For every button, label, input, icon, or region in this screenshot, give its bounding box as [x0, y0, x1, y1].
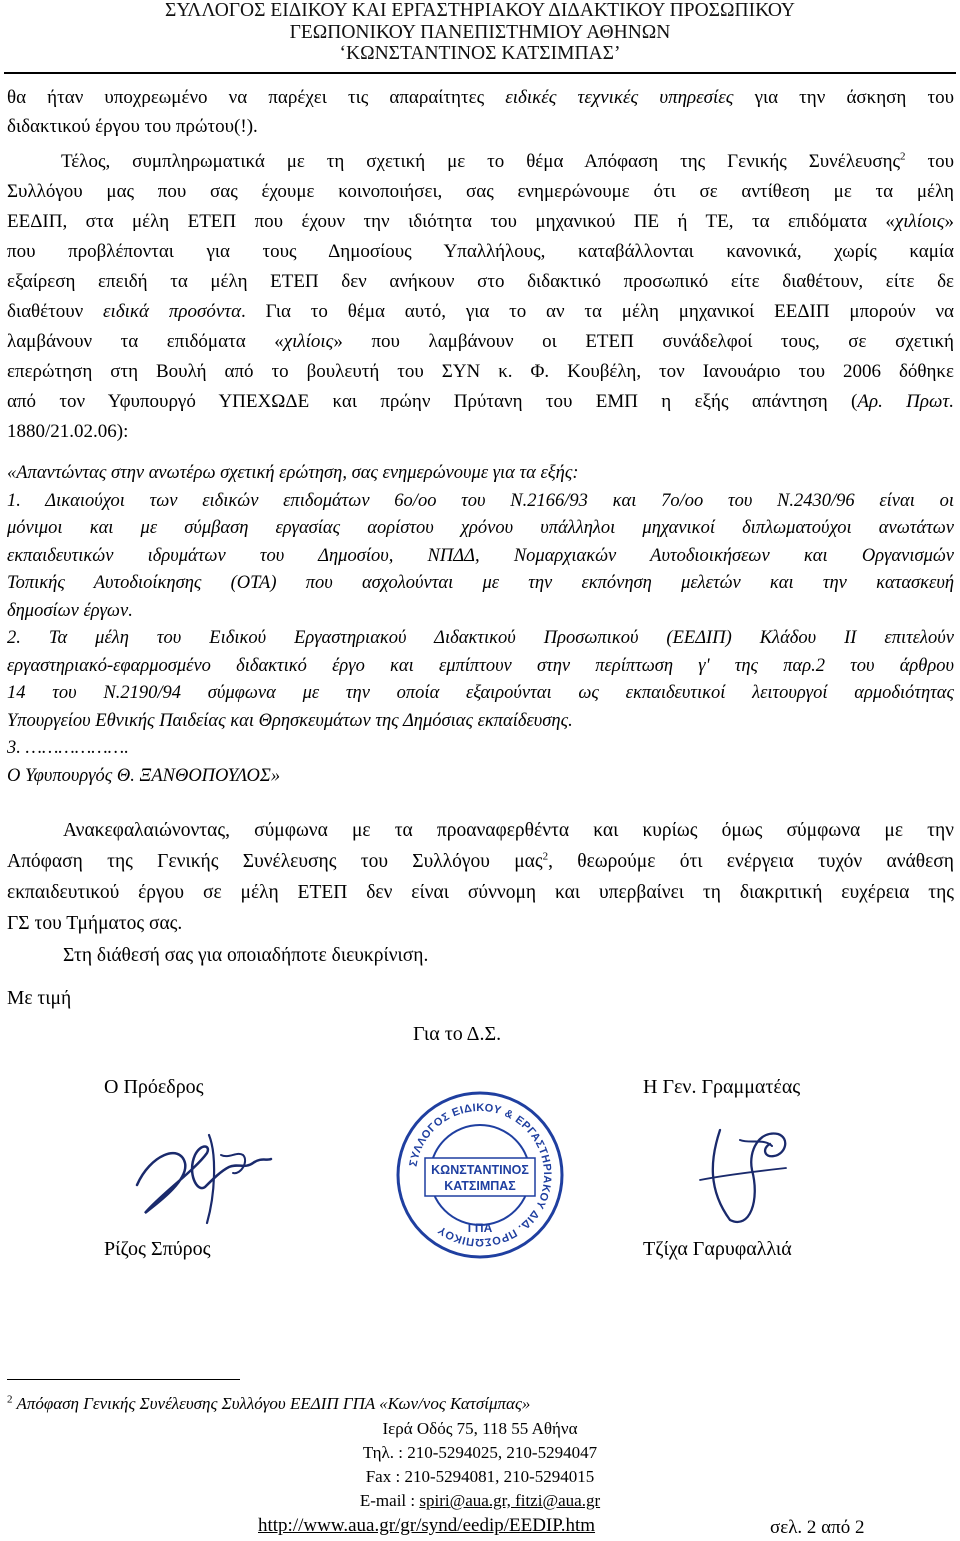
svg-text:ΚΩΝΣΤΑΝΤΙΝΟΣ: ΚΩΝΣΤΑΝΤΙΝΟΣ	[431, 1163, 529, 1177]
quote-line: 2. Τα μέλη του Ειδικού Εργαστηριακού Διδακτικού Προσωπικού (ΕΕΔΙΠ) Κλάδου ΙΙ επιτελούν	[7, 628, 954, 648]
quoted-answer	[7, 460, 954, 790]
footer-fax: Fax : 210-5294081, 210-5294015	[365, 1467, 595, 1486]
text-line: Τέλος, συμπληρωματικά με τη σχετική με το θέμα Απόφαση της Γενικής Συνέλευσης$^2$ του	[61, 150, 954, 172]
secretary-name: Τζίχα Γαρυφαλλιά	[643, 1238, 792, 1260]
footer-email: E-mail : spiri@aua.gr, fitzi@aua.gr	[359, 1491, 601, 1510]
text-line: Ανακεφαλαιώνοντας, σύμφωνα με τα προαναφερθέντα και κυρίως όμως σύμφωνα με την	[63, 820, 954, 841]
text-line: διαθέτουν ειδικά προσόντα. Για το θέμα αυτό, για το αν τα μέλη μηχανικοί ΕΕΔΙΠ μπορούν να	[7, 301, 955, 322]
quote-line: εκπαιδευτικών ιδρυμάτων του Δημοσίου, ΝΠΔΔ, Νομαρχιακών Αυτοδιοικήσεων και Οργανισμών	[7, 545, 954, 566]
text-line: που προβλέπονται για τους Δημοσίους Υπαλλήλους, καταβάλλονται κανονικά, χωρίς καμία	[7, 241, 954, 262]
text-line: εκπαιδευτικού έργου σε μέλη ΕΤΕΠ δεν είναι σύννομη και υπερβαίνει τη διακριτική ευχέρεια της	[7, 882, 954, 903]
quote-line: Τοπικής Αυτοδιοίκησης (ΟΤΑ) που ασχολούνται με την εκπόνηση μελετών και την κατασκευή	[7, 573, 954, 593]
text-line: Συλλόγου μας που σας έχουμε κοινοποιήσει, σας ενημερώνουμε ότι σε αντίθεση με τα μέλη	[7, 181, 954, 202]
president-signature	[125, 1115, 275, 1230]
paragraph-1	[7, 83, 954, 141]
quote-line: 14 του Ν.2190/94 σύμφωνα με την οποία εξαιρούνται ως εκπαιδευτικοί λειτουργοί αρμοδιότητας	[7, 683, 954, 703]
text-line: 1880/21.02.06):	[7, 421, 129, 442]
footnote-divider	[7, 1379, 240, 1380]
quote-line: Ο Υφυπουργός Θ. ΞΑΝΘΟΠΟΥΛΟΣ»	[7, 765, 281, 786]
text-line: επερώτηση στη Βουλή από το βουλευτή του ΣΥΝ κ. Φ. Κουβέλη, τον Ιανουάριο του 2006 δόθηκε	[7, 361, 954, 382]
president-name: Ρίζος Σπύρος	[104, 1238, 211, 1260]
quote-line: εργαστηριακό-εφαρμοσμένο διδακτικό έργο και εμπίπτουν στην περίπτωση γ' της παρ.2 του άρθρου	[7, 655, 954, 676]
footnote: $^2$ Απόφαση Γενικής Συνέλευσης Συλλόγου ΕΕΔΙΠ ΓΠΑ «Κων/νος Κατσίμπας»	[7, 1393, 531, 1413]
quote-line: 1. Δικαιούχοι των ειδικών επιδομάτων 6ο/οο του Ν.2166/93 και 7ο/οο του Ν.2430/96 είναι οι	[7, 490, 954, 511]
paragraph-3	[7, 815, 954, 939]
letterhead-line-2: ΓΕΩΠΟΝΙΚΟΥ ΠΑΝΕΠΙΣΤΗΜΙΟΥ ΑΘΗΝΩΝ	[289, 21, 671, 43]
quote-line: Υπουργείου Εθνικής Παιδείας και Θρησκευμάτων της Δημόσιας εκπαίδευσης.	[7, 710, 573, 731]
header-divider	[4, 72, 956, 74]
letterhead	[0, 0, 960, 65]
email-links[interactable]: spiri@aua.gr, fitzi@aua.gr	[419, 1491, 601, 1510]
closing: Με τιμή	[7, 988, 72, 1009]
quote-line: «Απαντώντας στην ανωτέρω σχετική ερώτηση, σας ενημερώνουμε για τα εξής:	[7, 463, 579, 483]
text-line: εξαίρεση επειδή τα μέλη ΕΤΕΠ δεν ανήκουν στο διδακτικό προσωπικό είτε διαθέτουν, είτε δε	[7, 271, 954, 292]
footer-address: Ιερά Οδός 75, 118 55 Αθήνα	[382, 1419, 578, 1438]
text-line: Απόφαση της Γενικής Συνέλευσης του Συλλόγου μας$^2$, θεωρούμε ότι ενέργεια τυχόν ανάθεση	[7, 850, 955, 872]
paragraph-4: Στη διάθεσή σας για οποιαδήποτε διευκρίνιση.	[63, 945, 429, 966]
association-stamp	[395, 1090, 565, 1260]
text-line: ΕΕΔΙΠ, στα μέλη ΕΤΕΠ που έχουν την ιδιότητα του μηχανικού ΠΕ ή ΤΕ, τα επιδόματα «χιλίοις»	[7, 211, 954, 232]
page-number: σελ. 2 από 2	[770, 1517, 865, 1538]
quote-line: δημοσίων έργων.	[7, 600, 133, 621]
president-title: Ο Πρόεδρος	[104, 1076, 204, 1098]
letterhead-line-1: ΣΥΛΛΟΓΟΣ ΕΙΔΙΚΟΥ ΚΑΙ ΕΡΓΑΣΤΗΡΙΑΚΟΥ ΔΙΔΑΚΤΙΚΟΥ ΠΡΟΣΩΠΙΚΟΥ	[164, 0, 796, 21]
svg-text:ΚΑΤΣΙΜΠΑΣ: ΚΑΤΣΙΜΠΑΣ	[444, 1179, 516, 1193]
svg-text:ΓΠΑ: ΓΠΑ	[467, 1221, 493, 1235]
quote-line: μόνιμοι και με σύμβαση εργασίας αορίστου χρόνου υπάλληλοι μηχανικοί διπλωματούχοι ανωτάτων	[7, 518, 954, 538]
paragraph-2	[7, 147, 954, 447]
svg-text:ΣΥΛΛΟΓΟΣ ΕΙΔΙΚΟΥ & ΕΡΓΑΣΤΗΡΙΑΚ: ΣΥΛΛΟΓΟΣ ΕΙΔΙΚΟΥ & ΕΡΓΑΣΤΗΡΙΑΚΟΥ ΔΙΔ. ΠΡΟΣΩΠΙΚΟΥ	[407, 1101, 554, 1249]
secretary-title: Η Γεν. Γραμματέας	[643, 1076, 801, 1098]
footer-phone: Τηλ. : 210-5294025, 210-5294047	[362, 1443, 598, 1462]
website-link[interactable]: http://www.aua.gr/gr/synd/eedip/EEDIP.htm	[258, 1515, 596, 1536]
secretary-signature	[690, 1110, 800, 1230]
quote-line: 3. ……………….	[7, 738, 129, 758]
letterhead-line-3: ‘ΚΩΝΣΤΑΝΤΙΝΟΣ ΚΑΤΣΙΜΠΑΣ’	[339, 43, 621, 64]
for-board-label: Για το Δ.Σ.	[413, 1023, 502, 1045]
text-line: λαμβάνουν τα επιδόματα «χιλίοις» που λαμβάνουν οι ΕΤΕΠ συνάδελφοί τους, σε σχετική	[7, 331, 954, 352]
text-line: ΓΣ του Τμήματος σας.	[7, 913, 183, 934]
text-line: από τον Υφυπουργό ΥΠΕΧΩΔΕ και πρώην Πρύτανη του ΕΜΠ η εξής απάντηση (Αρ. Πρωτ.	[7, 391, 954, 412]
text-line: διδακτικού έργου του πρώτου(!).	[7, 116, 258, 137]
text-line: θα ήταν υποχρεωμένο να παρέχει τις απαραίτητες ειδικές τεχνικές υπηρεσίες για την άσκηση του	[7, 87, 954, 108]
